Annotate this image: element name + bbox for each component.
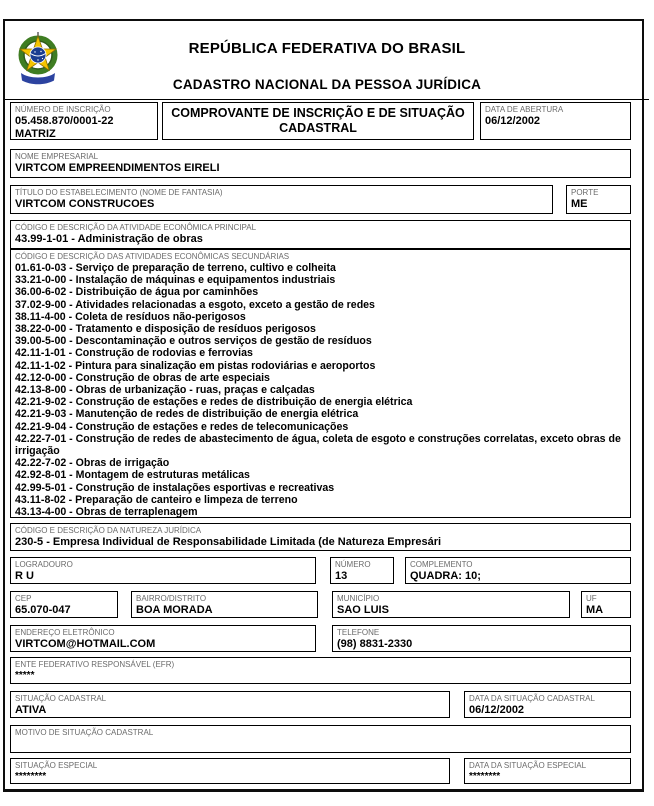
- efr-box: [10, 657, 631, 684]
- cep-box: [10, 591, 118, 618]
- secondary-activities-box: [10, 249, 631, 518]
- header-title-cnpj: CADASTRO NACIONAL DA PESSOA JURÍDICA: [172, 77, 482, 92]
- header-divider: [5, 99, 649, 100]
- secondary-activity-item: 37.02-9-00 - Atividades relacionadas a esgoto, exceto a gestão de redes: [15, 298, 375, 311]
- uf-box: [581, 591, 631, 618]
- opening-date-box: [480, 102, 631, 140]
- district-value: BOA MORADA: [136, 604, 213, 616]
- secondary-activity-item: 42.21-9-04 - Construção de estações e redes de telecomunicações: [15, 420, 349, 433]
- phone-value: (98) 8831-2330: [337, 638, 413, 650]
- number-box: [330, 557, 394, 584]
- porte-box: [566, 185, 631, 214]
- special-status-date-value: ********: [469, 771, 501, 782]
- phone-label: TELEFONE: [337, 628, 380, 637]
- uf-label: UF: [586, 594, 597, 603]
- secondary-activity-item: 42.11-1-02 - Pintura para sinalização em pistas rodoviárias e aeroportos: [15, 359, 376, 372]
- street-box: [10, 557, 316, 584]
- opening-date-label: DATA DE ABERTURA: [485, 105, 564, 114]
- secondary-activity-item: 43.11-8-02 - Preparação de canteiro e limpeza de terreno: [15, 493, 298, 506]
- status-date-value: 06/12/2002: [469, 704, 525, 716]
- street-label: LOGRADOURO: [15, 560, 73, 569]
- complement-box: [405, 557, 631, 584]
- special-status-box: [10, 758, 450, 784]
- uf-value: MA: [586, 604, 604, 616]
- secondary-activity-item: 42.11-1-01 - Construção de rodovias e ferrovias: [15, 347, 253, 360]
- secondary-activity-item: 42.22-7-02 - Obras de irrigação: [15, 457, 170, 470]
- special-status-date-box: [464, 758, 631, 784]
- secondary-activity-item: 42.21-9-03 - Manutenção de redes de distribuição de energia elétrica: [15, 408, 359, 421]
- secondary-activity-item: 38.22-0-00 - Tratamento e disposição de resíduos perigosos: [15, 323, 316, 336]
- trade-name-label: TÍTULO DO ESTABELECIMENTO (NOME DE FANTASIA): [15, 188, 223, 197]
- complement-value: QUADRA: 10;: [410, 570, 481, 582]
- status-value: ATIVA: [15, 704, 47, 716]
- district-label: BAIRRO/DISTRITO: [136, 594, 207, 603]
- porte-value: ME: [571, 198, 588, 210]
- secondary-activity-item: 42.92-8-01 - Montagem de estruturas metálicas: [15, 469, 250, 482]
- opening-date-value: 06/12/2002: [485, 115, 541, 127]
- cep-label: CEP: [15, 594, 32, 603]
- header-title-republic: REPÚBLICA FEDERATIVA DO BRASIL: [188, 40, 466, 57]
- porte-label: PORTE: [571, 188, 599, 197]
- inscription-number-value: 05.458.870/0001-22: [15, 115, 114, 127]
- secondary-activities-label: CÓDIGO E DESCRIÇÃO DAS ATIVIDADES ECONÔMICAS SECUNDÁRIAS: [15, 252, 290, 261]
- efr-label: ENTE FEDERATIVO RESPONSÁVEL (EFR): [15, 660, 175, 669]
- complement-label: COMPLEMENTO: [410, 560, 473, 569]
- secondary-activities-list: [15, 262, 626, 518]
- special-status-value: ********: [15, 771, 47, 782]
- secondary-activity-item: 42.21-9-02 - Construção de estações e redes de distribuição de energia elétrica: [15, 396, 413, 409]
- phone-box: [332, 625, 631, 652]
- trade-name-value: VIRTCOM CONSTRUCOES: [15, 198, 155, 210]
- status-reason-label: MOTIVO DE SITUAÇÃO CADASTRAL: [15, 728, 154, 737]
- secondary-activity-item: 43.13-4-00 - Obras de terraplenagem: [15, 506, 198, 518]
- street-value: R U: [15, 570, 34, 582]
- city-box: [332, 591, 570, 618]
- secondary-activity-item: 42.12-0-00 - Construção de obras de arte especiais: [15, 371, 270, 384]
- trade-name-box: [10, 185, 553, 214]
- number-value: 13: [335, 570, 348, 582]
- secondary-activity-item: 38.11-4-00 - Coleta de resíduos não-perigosos: [15, 310, 246, 323]
- secondary-activity-item: 39.00-5-00 - Descontaminação e outros serviços de gestão de resíduos: [15, 335, 372, 348]
- secondary-activity-item: 33.21-0-00 - Instalação de máquinas e equipamentos industriais: [15, 274, 336, 287]
- status-date-label: DATA DA SITUAÇÃO CADASTRAL: [469, 694, 595, 703]
- inscription-number-label: NÚMERO DE INSCRIÇÃO: [15, 105, 111, 114]
- main-activity-value: 43.99-1-01 - Administração de obras: [15, 233, 203, 245]
- email-box: [10, 625, 316, 652]
- status-reason-box: [10, 725, 631, 753]
- company-name-label: NOME EMPRESARIAL: [15, 152, 99, 161]
- main-activity-box: [10, 220, 631, 249]
- status-date-box: [464, 691, 631, 718]
- secondary-activity-item: 42.99-5-01 - Construção de instalações esportivas e recreativas: [15, 481, 335, 494]
- special-status-date-label: DATA DA SITUAÇÃO ESPECIAL: [469, 761, 587, 770]
- email-label: ENDEREÇO ELETRÔNICO: [15, 628, 115, 637]
- secondary-activity-item: 01.61-0-03 - Serviço de preparação de terreno, cultivo e colheita: [15, 262, 336, 274]
- inscription-number-box: [10, 102, 158, 140]
- cep-value: 65.070-047: [15, 604, 71, 616]
- company-name-value: VIRTCOM EMPREENDIMENTOS EIRELI: [15, 162, 220, 174]
- legal-nature-box: [10, 523, 631, 551]
- document-title-box: [162, 102, 474, 140]
- main-activity-label: CÓDIGO E DESCRIÇÃO DA ATIVIDADE ECONÔMICA PRINCIPAL: [15, 223, 257, 232]
- status-box: [10, 691, 450, 718]
- legal-nature-value: 230-5 - Empresa Individual de Responsabilidade Limitada (de Natureza Empresári: [15, 536, 442, 548]
- email-value: VIRTCOM@HOTMAIL.COM: [15, 638, 156, 650]
- secondary-activity-item: 42.13-8-00 - Obras de urbanização - ruas, praças e calçadas: [15, 384, 315, 397]
- document-title: COMPROVANTE DE INSCRIÇÃO E DE SITUAÇÃO CADASTRAL: [171, 106, 465, 135]
- inscription-type-value: MATRIZ: [15, 127, 56, 140]
- status-label: SITUAÇÃO CADASTRAL: [15, 694, 107, 703]
- district-box: [131, 591, 318, 618]
- number-label: NÚMERO: [335, 560, 371, 569]
- special-status-label: SITUAÇÃO ESPECIAL: [15, 761, 98, 770]
- secondary-activity-item: 36.00-6-02 - Distribuição de água por caminhões: [15, 286, 259, 299]
- secondary-activity-item: 42.22-7-01 - Construção de redes de abastecimento de água, coleta de esgoto e construções correlatas, exceto obras de irrigação: [15, 432, 621, 458]
- company-name-box: [10, 149, 631, 178]
- city-label: MUNICÍPIO: [337, 594, 380, 603]
- legal-nature-label: CÓDIGO E DESCRIÇÃO DA NATUREZA JURÍDICA: [15, 526, 202, 535]
- efr-value: *****: [15, 670, 35, 681]
- city-value: SAO LUIS: [337, 604, 389, 616]
